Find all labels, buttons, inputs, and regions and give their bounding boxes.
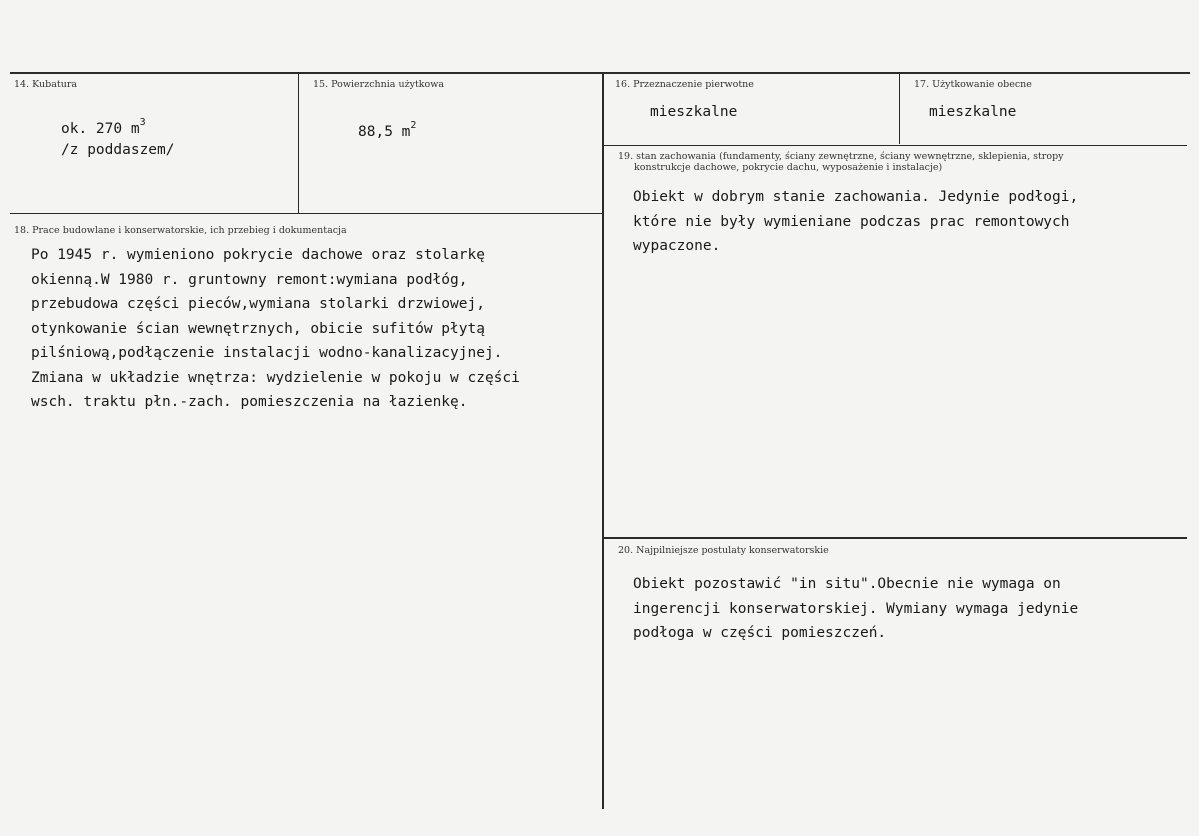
field-19-label: 19. stan zachowania (fundamenty, ściany zewnętrzne, ściany wewnętrzne, sklepienia, stropy	[618, 151, 1064, 162]
field-18-label: 18. Prace budowlane i konserwatorskie, ich przebieg i dokumentacja	[14, 225, 347, 236]
field-18-line: okienną.W 1980 r. gruntowny remont:wymiana podłóg,	[31, 271, 468, 288]
field-19-line: Obiekt w dobrym stanie zachowania. Jedynie podłogi,	[633, 189, 1079, 205]
field-18-text	[31, 243, 520, 415]
center-divider	[602, 74, 604, 809]
field-16-value: mieszkalne	[650, 104, 738, 120]
field-20-line: podłoga w części pomieszczeń.	[633, 625, 887, 641]
field-15-label: 15. Powierzchnia użytkowa	[313, 79, 445, 90]
field-19-line: wypaczone.	[633, 238, 721, 254]
field-18-line: otynkowanie ścian wewnętrznych, obicie sufitów płytą	[31, 320, 485, 337]
field-20-line: ingerencji konserwatorskiej. Wymiany wymaga jedynie	[633, 600, 1079, 617]
field-18-line: Zmiana w układzie wnętrza: wydzielenie w pokoju w części	[31, 369, 520, 386]
field-15-area	[358, 120, 416, 140]
field-19-line: które nie były wymieniane podczas prac remontowych	[633, 213, 1070, 230]
rule-above-20	[604, 537, 1187, 539]
field-17-label: 17. Użytkowanie obecne	[914, 79, 1032, 90]
field-15-area-exp: 2	[410, 120, 417, 131]
rule-above-18	[10, 213, 602, 214]
field-14-label: 14. Kubatura	[14, 79, 78, 90]
field-16-label: 16. Przeznaczenie pierwotne	[615, 79, 754, 90]
field-20-label: 20. Najpilniejsze postulaty konserwatorskie	[618, 545, 829, 556]
field-15-area-text: 88,5 m	[358, 124, 411, 140]
field-14-attic-note: /z poddaszem/	[61, 142, 175, 158]
field-18-line: pilśniową,podłączenie instalacji wodno-kanalizacyjnej.	[31, 345, 503, 361]
rule-above-19	[604, 145, 1187, 146]
field-14-volume-text: ok. 270 m	[61, 121, 140, 137]
top-border-line	[10, 72, 1190, 74]
field-20-line: Obiekt pozostawić "in situ".Obecnie nie wymaga on	[633, 576, 1061, 592]
field-18-line: Po 1945 r. wymieniono pokrycie dachowe oraz stolarkę	[31, 247, 485, 263]
field-18-line: wsch. traktu płn.-zach. pomieszczenia na łazienkę.	[31, 394, 468, 410]
field-17-value: mieszkalne	[929, 104, 1017, 120]
divider-14-15	[298, 74, 299, 214]
field-18-line: przebudowa części pieców,wymiana stolarki drzwiowej,	[31, 296, 485, 312]
field-14-volume	[61, 117, 146, 137]
field-20-text	[633, 572, 1078, 646]
divider-16-17	[899, 74, 900, 144]
field-19-label-cont: konstrukcje dachowe, pokrycie dachu, wyposażenie i instalacje)	[634, 162, 943, 173]
field-14-volume-exp: 3	[139, 117, 146, 128]
field-19-text	[633, 185, 1078, 259]
